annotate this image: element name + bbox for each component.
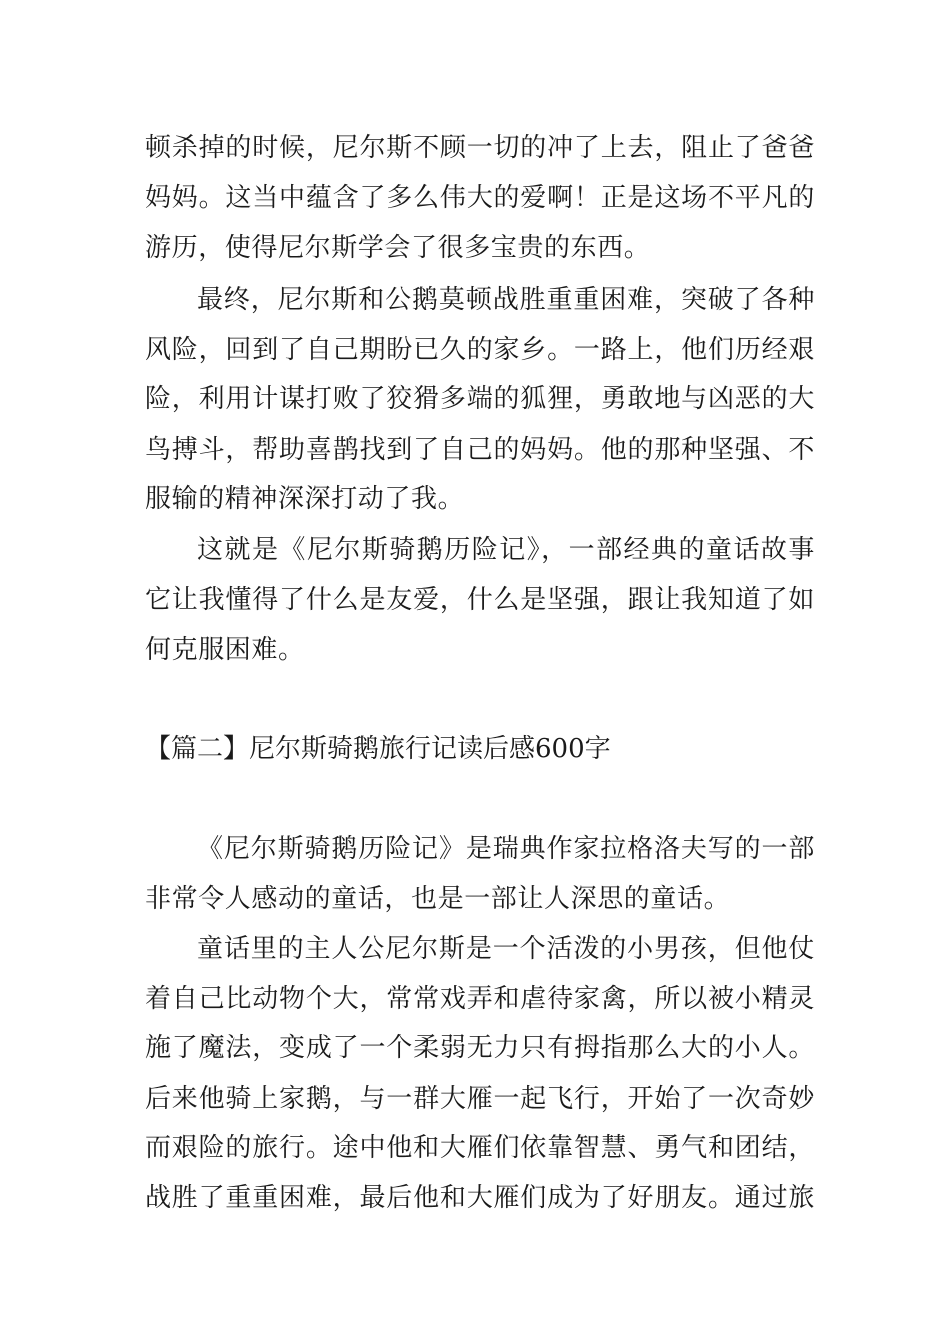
text-line: 最终，尼尔斯和公鹅莫顿战胜重重困难，突破了各种: [197, 285, 815, 315]
text-line: 后来他骑上家鹅，与一群大雁一起飞行，开始了一次奇妙: [145, 1084, 815, 1114]
text-line: 妈妈。这当中蕴含了多么伟大的爱啊！正是这场不平凡的: [145, 183, 815, 213]
text-line: 风险，回到了自己期盼已久的家乡。一路上，他们历经艰: [145, 335, 815, 365]
text-line: 而艰险的旅行。途中他和大雁们依靠智慧、勇气和团结，: [145, 1133, 815, 1163]
text-line: 它让我懂得了什么是友爱，什么是坚强，跟让我知道了如: [145, 585, 815, 615]
text-line: 顿杀掉的时候，尼尔斯不顾一切的冲了上去，阻止了爸爸: [145, 133, 815, 163]
text-line: 《尼尔斯骑鹅历险记》是瑞典作家拉格洛夫写的一部: [197, 834, 815, 864]
text-line: 战胜了重重困难，最后他和大雁们成为了好朋友。通过旅: [145, 1183, 815, 1213]
text-line: 童话里的主人公尼尔斯是一个活泼的小男孩，但他仗: [197, 934, 815, 964]
text-line: 险，利用计谋打败了狡猾多端的狐狸，勇敢地与凶恶的大: [145, 384, 815, 414]
text-line: 非常令人感动的童话，也是一部让人深思的童话。: [145, 884, 731, 914]
text-line: 何克服困难。: [145, 635, 305, 665]
text-line: 服输的精神深深打动了我。: [145, 484, 465, 514]
text-line: 游历，使得尼尔斯学会了很多宝贵的东西。: [145, 233, 651, 263]
text-line: 这就是《尼尔斯骑鹅历险记》，一部经典的童话故事: [197, 535, 815, 565]
text-line: 鸟搏斗，帮助喜鹊找到了自己的妈妈。他的那种坚强、不: [145, 435, 815, 465]
section-heading: 【篇二】尼尔斯骑鹅旅行记读后感600字: [145, 734, 611, 764]
text-line: 着自己比动物个大，常常戏弄和虐待家禽，所以被小精灵: [145, 984, 815, 1014]
text-line: 施了魔法，变成了一个柔弱无力只有拇指那么大的小人。: [145, 1033, 815, 1063]
